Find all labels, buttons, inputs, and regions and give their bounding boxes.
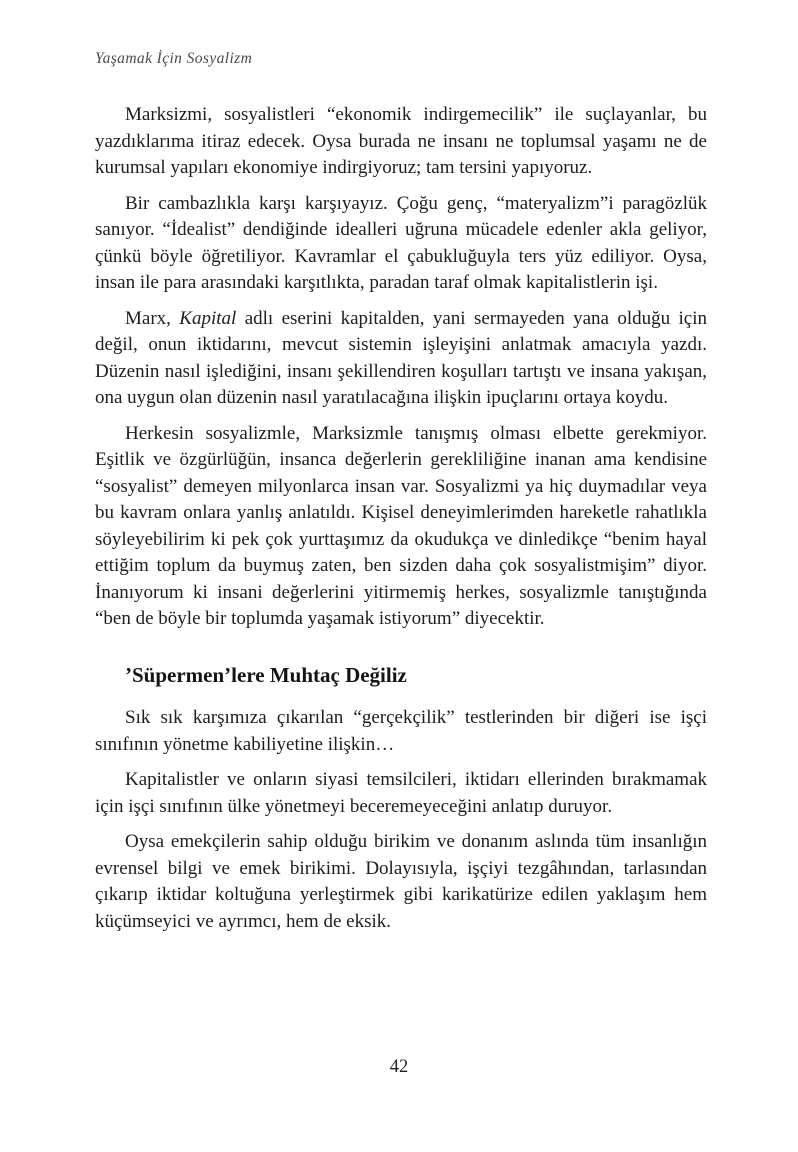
page-body [95,102,707,944]
page-number: 42 [389,1057,409,1077]
paragraph-gercekcilik-testi: Sık sık karşımıza çıkarılan “gerçekçilik” testlerinden bir diğeri ise işçi sınıfının yönetme kabiliyetine ilişkin… [95,707,707,755]
paragraph-text: Marx, [125,307,180,329]
paragraph-marksizm: Marksizmi, sosyalistleri “ekonomik indirgemecilik” ile suçlayanlar, bu yazdıklarıma itiraz edecek. Oysa burada ne insanı ne toplumsal yaşamı ne de kurumsal yapıları ekonomiye indirgiyoruz; tam tersini yapıyoruz. [95,104,707,178]
paragraph-marx-kapital [95,306,707,412]
paragraph-emekciler: Oysa emekçilerin sahip olduğu birikim ve donanım aslında tüm insanlığın evrensel bilgi ve emek birikimi. Dolayısıyla, işçiyi tezgâhından, tarlasından çıkarıp iktidar koltuğuna yerleştirmek gibi karikatürize edilen yaklaşım hem küçümseyici ve ayrımcı, hem de eksik. [95,831,707,932]
paragraph-kapitalistler: Kapitalistler ve onların siyasi temsilcileri, iktidarı ellerinden bırakmamak için işçi sınıfının ülke yönetmeyi beceremeyeceğini anlatıp duruyor. [95,769,707,817]
paragraph-text: adlı eserini kapitalden, yani sermayeden yana olduğu için değil, onun iktidarını, mevcut sistemin işleyişini anlatmak amacıyla yazdı. Düzenin nasıl işlediğini, insanı şekillendiren koşulları tartıştı ve insana yakışan, ona uygun olan düzenin nasıl yaratılacağına ilişkin ipuçlarını ortaya koydu. [95,307,707,408]
book-title-kapital: Kapital [179,307,237,329]
section-heading: ’Süpermen’lere Muhtaç Değiliz [125,662,407,687]
running-header: Yaşamak İçin Sosyalizm [95,50,253,67]
paragraph-cambazlik: Bir cambazlıkla karşı karşıyayız. Çoğu genç, “materyalizm”i paragözlük sanıyor. “İdealist” dendiğinde idealleri uğruna mücadele edenler akla geliyor, çünkü böyle öğretiliyor. Kavramlar el çabukluğuyla ters yüz ediliyor. Oysa, insan ile para arasındaki karşıtlıkta, paradan taraf olmak kapitalistlerin işi. [95,192,707,293]
paragraph-herkesin-sosyalizmle: Herkesin sosyalizmle, Marksizmle tanışmış olması elbette gerekmiyor. Eşitlik ve özgürlüğün, insanca değerlerin gerekliliğine inanan ama kendisine “sosyalist” demeyen milyonlarca insan var. Sosyalizmi ya hiç duymadılar veya bu kavram onlara yanlış anlatıldı. Kişisel deneyimlerimden hareketle rahatlıkla söyleyebilirim ki pek çok yurttaşımız da okudukça ve dinledikçe “benim hayal ettiğim toplum da buymuş zaten, ben sizden daha çok sosyalistmişim” diyor. İnanıyorum ki insani değerlerini yitirmemiş herkes, sosyalizmle tanıştığında “ben de böyle bir toplumda yaşamak istiyorum” diyecektir. [95,422,707,629]
